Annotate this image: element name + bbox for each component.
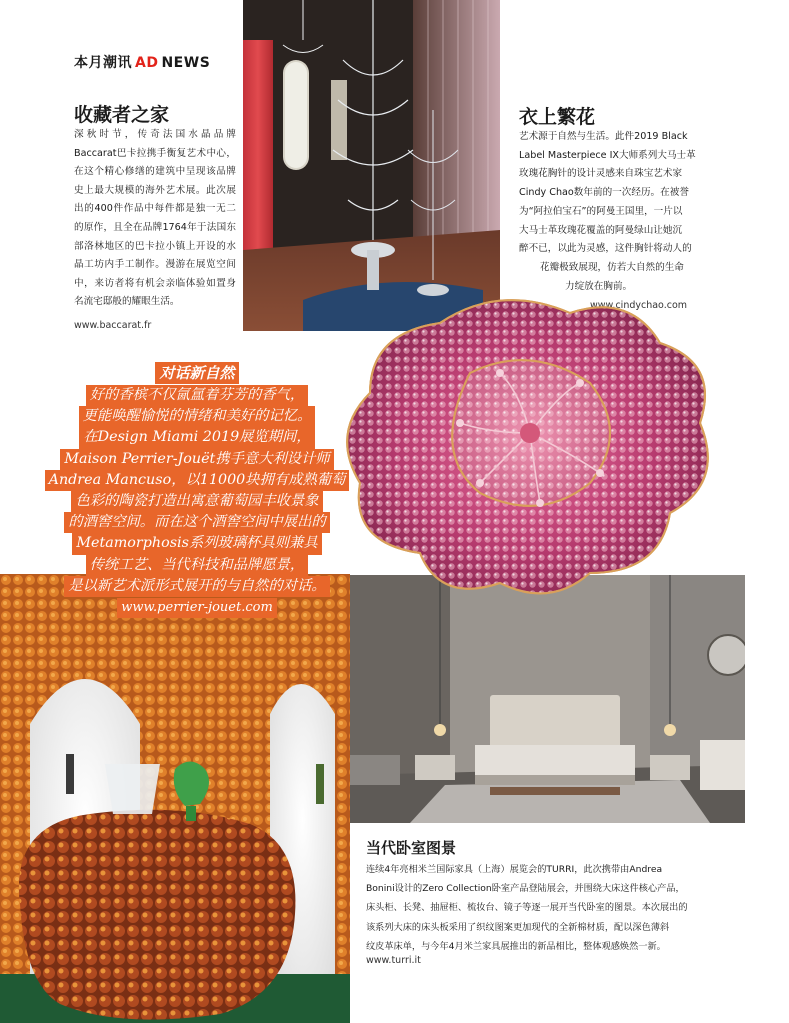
- quote-line: 在Design Miami 2019展览期间，: [79, 427, 314, 448]
- body-line: Cindy Chao数年前的一次经历。在被誉: [519, 187, 689, 199]
- article-body-bedroom: [366, 860, 706, 956]
- section-header: [74, 52, 210, 72]
- quote-line: 是以新艺术派形式展开的与自然的对话。: [64, 576, 329, 597]
- quote-link-perrier-jouet[interactable]: www.perrier-jouet.com: [117, 598, 277, 618]
- quote-line: 色彩的陶瓷打造出寓意葡萄园丰收景象: [71, 491, 322, 512]
- body-line: 纹皮革床单，与今年4月米兰家具展推出的新品相比，整体观感焕然一新。: [366, 940, 666, 952]
- quote-line: 的酒窖空间。而在这个酒窖空间中展出的: [64, 512, 329, 533]
- article-link-turri[interactable]: www.turri.it: [366, 955, 421, 966]
- section-label: 本月潮讯: [74, 55, 132, 71]
- quote-line: 更能唤醒愉悦的情绪和美好的记忆。: [79, 406, 316, 427]
- quote-line: Metamorphosis系列玻璃杯具则兼具: [72, 533, 321, 554]
- body-line: 为“阿拉伯宝石”的阿曼王国里，一片以: [519, 205, 683, 217]
- photo-turri-bedroom: [350, 575, 745, 823]
- quote-line: Maison Perrier-Jouët携手意大利设计师: [60, 449, 333, 470]
- article-link-cindychao[interactable]: www.cindychao.com: [590, 300, 688, 311]
- article-link-baccarat[interactable]: www.baccarat.fr: [74, 320, 152, 331]
- body-line: 该系列大床的床头板采用了织纹图案更加现代的全新棉材质，配以深色薄斜: [366, 921, 670, 933]
- photo-rose-brooch: [330, 283, 725, 608]
- article-title-flowers: 衣上繁花: [519, 106, 596, 128]
- article-body-flowers: [519, 128, 695, 296]
- brand-logo: AD: [135, 55, 159, 71]
- photo-perrier-jouet-installation: [0, 574, 350, 1023]
- body-line: 花瓣极致展现，仿若大自然的生命: [540, 261, 684, 273]
- body-line: 力绽放在胸前。: [565, 280, 633, 292]
- quote-line: 好的香槟不仅氤氲着芬芳的香气，: [86, 385, 308, 406]
- body-line: 玫瑰花胸针的设计灵感来自珠宝艺术家: [519, 168, 683, 180]
- article-body-collectors: 深秋时节，传奇法国水晶品牌Baccarat巴卡拉携手衡复艺术中心，在这个精心修缮的建筑中呈现该品牌史上最大规模的海外艺术展。此次展出的400件作品中每件都是独一无二的原作，且全在品牌1764年于法国东部洛林地区的巴卡拉小镇上开设的水晶工坊内手工制作。漫游在展览空间中，来访者将有机会亲临体验如置身名流宅邸般的耀眼生活。: [74, 129, 236, 308]
- quote-block: [36, 362, 358, 618]
- photo-baccarat-exhibition-hall: [243, 0, 500, 331]
- body-line: Label Masterpiece IX大师系列大马士革: [519, 149, 696, 161]
- article-title-bedroom: 当代卧室图景: [366, 839, 457, 857]
- body-line: 艺术源于自然与生活。此件2019 Black: [519, 131, 688, 142]
- article-title-collectors: 收藏者之家: [74, 104, 170, 126]
- news-label: NEWS: [161, 55, 211, 71]
- quote-line: 传统工艺、当代科技和品牌愿景，: [86, 555, 308, 576]
- body-line: 床头柜、长凳、抽屉柜、梳妆台、镜子等逐一展开当代卧室的图景。本次展出的: [366, 902, 688, 914]
- quote-title: 对话新自然: [155, 362, 238, 384]
- body-line: 醉不已，以此为灵感，这件胸针将动人的: [519, 243, 692, 255]
- body-line: Bonini设计的Zero Collection卧室产品登陆展会，并围绕大床这件核心产品，: [366, 883, 685, 895]
- quote-line: Andrea Mancuso，以11000块拥有成熟葡萄: [45, 470, 350, 491]
- body-line: 大马士革玫瑰花覆盖的阿曼绿山让她沉: [519, 224, 683, 236]
- body-line: 连续4年亮相米兰国际家具（上海）展览会的TURRI，此次携带由Andrea: [366, 864, 663, 875]
